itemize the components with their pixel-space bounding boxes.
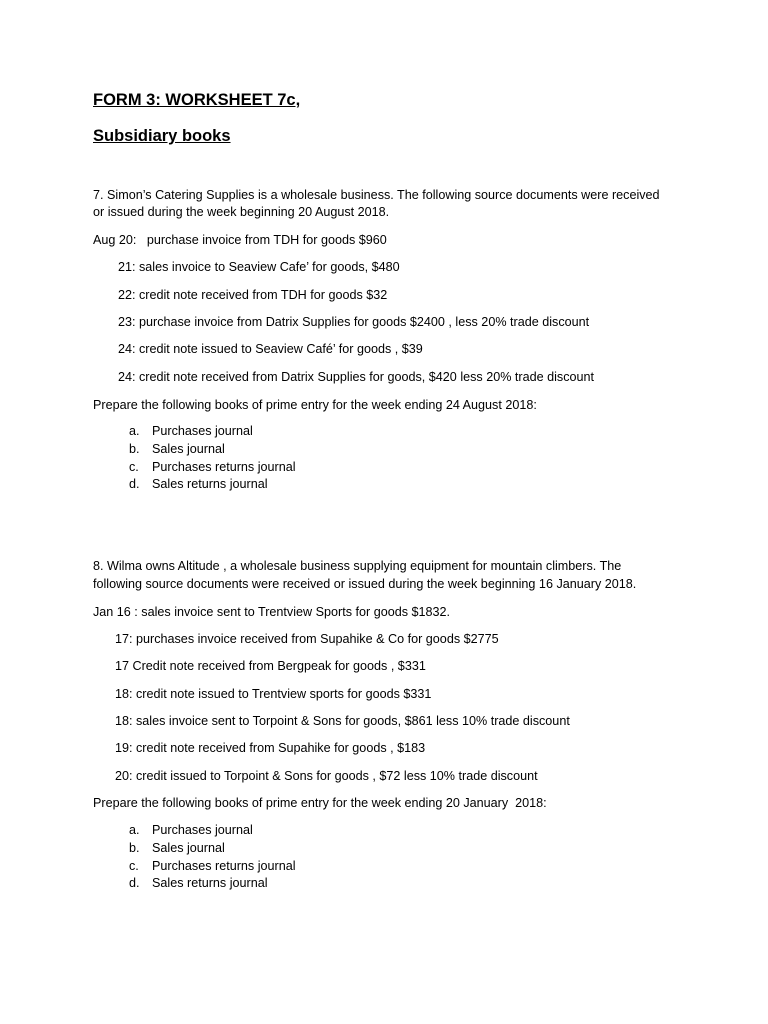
q7-list-item: Sales returns journal	[152, 477, 268, 491]
q8-list-letter: d.	[129, 876, 140, 890]
q8-list-item: Sales journal	[152, 841, 225, 855]
q7-intro-line-1: 7. Simon’s Catering Supplies is a wholesale business. The following source documents were received	[93, 188, 660, 202]
q8-entry: 17: purchases invoice received from Supahike & Co for goods $2775	[115, 632, 499, 646]
q8-list-item: Sales returns journal	[152, 876, 268, 890]
q8-list-letter: b.	[129, 841, 140, 855]
q7-entry: 22: credit note received from TDH for goods $32	[118, 288, 388, 302]
q8-entry: 20: credit issued to Torpoint & Sons for goods , $72 less 10% trade discount	[115, 769, 538, 783]
q8-list-item: Purchases journal	[152, 823, 253, 837]
q7-list-letter: a.	[129, 424, 140, 438]
q8-entry: 18: sales invoice sent to Torpoint & Sons for goods, $861 less 10% trade discount	[115, 714, 570, 728]
q7-list-letter: d.	[129, 477, 140, 491]
q8-entry: 19: credit note received from Supahike for goods , $183	[115, 741, 426, 755]
q7-list-letter: c.	[129, 460, 139, 474]
q7-list-item: Purchases journal	[152, 424, 253, 438]
q8-list-item: Purchases returns journal	[152, 859, 296, 873]
q8-intro-line-1: 8. Wilma owns Altitude , a wholesale business supplying equipment for mountain climbers. The	[93, 559, 622, 573]
q7-entry: 24: credit note issued to Seaview Café’ for goods , $39	[118, 342, 423, 356]
q7-entry: 24: credit note received from Datrix Supplies for goods, $420 less 20% trade discount	[118, 370, 595, 384]
q8-list-letter: a.	[129, 823, 140, 837]
q7-prepare-instruction: Prepare the following books of prime entry for the week ending 24 August 2018:	[93, 398, 537, 412]
q7-entry: 21: sales invoice to Seaview Cafe’ for goods, $480	[118, 260, 400, 274]
q7-list-item: Sales journal	[152, 442, 225, 456]
q7-entry: Aug 20: purchase invoice from TDH for goods $960	[93, 233, 387, 247]
q7-list-letter: b.	[129, 442, 140, 456]
q7-entry: 23: purchase invoice from Datrix Supplies for goods $2400 , less 20% trade discount	[118, 315, 590, 329]
worksheet-subtitle: Subsidiary books	[93, 127, 231, 145]
q8-list-letter: c.	[129, 859, 139, 873]
q7-intro-line-2: or issued during the week beginning 20 August 2018.	[93, 205, 390, 219]
q7-list-item: Purchases returns journal	[152, 460, 296, 474]
worksheet-title: FORM 3: WORKSHEET 7c,	[93, 91, 301, 109]
q8-prepare-instruction: Prepare the following books of prime entry for the week ending 20 January 2018:	[93, 796, 547, 810]
q8-entry: Jan 16 : sales invoice sent to Trentview Sports for goods $1832.	[93, 605, 451, 619]
q8-intro-line-2: following source documents were received or issued during the week beginning 16 January 2018.	[93, 577, 637, 591]
q8-entry: 17 Credit note received from Bergpeak for goods , $331	[115, 659, 426, 673]
q8-entry: 18: credit note issued to Trentview sports for goods $331	[115, 687, 432, 701]
